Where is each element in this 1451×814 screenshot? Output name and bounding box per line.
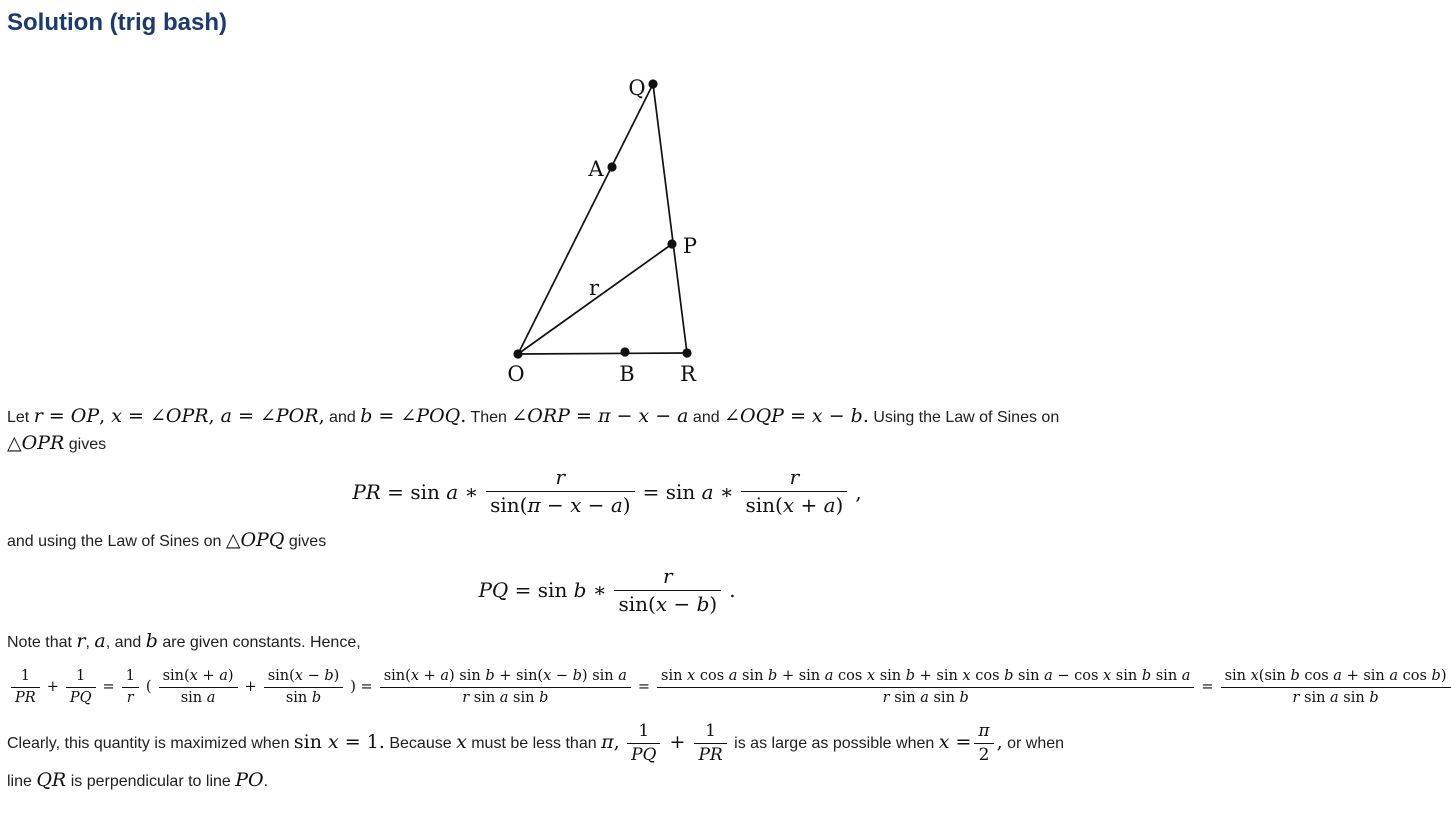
math-run: PO bbox=[235, 768, 264, 791]
point-label-A: A bbox=[588, 157, 604, 181]
paragraph-3 bbox=[0, 629, 1214, 656]
math-run: ( bbox=[145, 679, 152, 695]
text-run: Note that bbox=[7, 634, 77, 651]
math-run: = bbox=[102, 679, 115, 695]
fraction bbox=[614, 563, 721, 618]
segment-QR bbox=[653, 84, 687, 353]
math-run: = sin a ∗ bbox=[642, 479, 734, 504]
paragraph-2 bbox=[0, 528, 1214, 555]
fraction-numerator: 1 bbox=[20, 668, 30, 685]
fraction bbox=[627, 720, 660, 768]
point-B bbox=[620, 347, 629, 356]
equation-sum-of-reciprocals bbox=[0, 662, 1447, 712]
fraction-numerator: sin(x + a) sin b + sin(x − b) sin a bbox=[383, 668, 627, 685]
text-run: gives bbox=[64, 436, 107, 453]
fraction-denominator: 2 bbox=[974, 743, 993, 767]
paragraph-1-line-1 bbox=[0, 404, 1214, 431]
fraction-numerator: 1 bbox=[705, 721, 716, 741]
text-run: , bbox=[85, 634, 95, 651]
text-run: are given constants. Hence, bbox=[157, 634, 361, 651]
math-run: + bbox=[46, 679, 59, 695]
fraction-denominator: sin(x + a) bbox=[741, 491, 847, 519]
math-run: x bbox=[456, 730, 467, 753]
fraction bbox=[264, 666, 344, 707]
fraction-numerator: r bbox=[555, 465, 566, 489]
fraction-denominator: PQ bbox=[627, 743, 660, 767]
point-label-B: B bbox=[619, 362, 635, 386]
math-run: , bbox=[855, 479, 862, 504]
fraction bbox=[1221, 666, 1451, 707]
equation-law-of-sines-pq bbox=[0, 562, 1214, 618]
text-run: Let bbox=[7, 409, 34, 426]
text-run: is perpendicular to line bbox=[66, 772, 236, 790]
geometry-figure bbox=[0, 60, 1214, 390]
math-run: a bbox=[94, 630, 106, 652]
fraction-denominator: sin(x − b) bbox=[614, 590, 721, 618]
text-run: and using the Law of Sines on bbox=[7, 533, 226, 550]
fraction bbox=[741, 464, 847, 519]
fraction-denominator: sin b bbox=[264, 687, 344, 708]
fraction-numerator: sin x cos a sin b + sin a cos x sin b + sin x cos b sin a − cos x sin b sin a bbox=[661, 668, 1191, 685]
math-run: r = OP, x = ∠OPR, a = ∠POR, bbox=[33, 405, 325, 427]
text-run: Because bbox=[384, 734, 457, 752]
paragraph-1-line-2 bbox=[0, 431, 1214, 458]
fraction bbox=[66, 666, 96, 707]
math-run: △OPR bbox=[7, 432, 65, 454]
math-run: ∠ORP = π − x − a bbox=[511, 405, 689, 427]
text-run: is as large as possible when bbox=[729, 734, 939, 752]
paragraph-4-line-1 bbox=[0, 720, 1214, 768]
fraction bbox=[694, 720, 726, 768]
text-run: and bbox=[688, 409, 725, 426]
math-run: QR bbox=[36, 768, 67, 791]
math-run: x = bbox=[938, 730, 972, 753]
math-run: . bbox=[729, 578, 736, 602]
paragraph-4-line-2 bbox=[0, 768, 1214, 795]
text-run bbox=[620, 735, 624, 752]
fraction-numerator: r bbox=[789, 465, 800, 489]
math-run: b bbox=[145, 630, 158, 652]
text-run: line bbox=[7, 772, 37, 790]
text-run: gives bbox=[284, 533, 327, 550]
fraction-denominator: PR bbox=[694, 743, 726, 767]
math-run: b = ∠POQ. bbox=[360, 405, 467, 427]
segment-OR bbox=[518, 353, 687, 354]
point-label-O: O bbox=[507, 362, 525, 386]
text-run: Using the Law of Sines on bbox=[868, 409, 1060, 426]
text-run: and bbox=[324, 409, 361, 426]
text-run: must be less than bbox=[466, 734, 602, 752]
triangle-diagram bbox=[477, 60, 737, 390]
fraction-numerator: 1 bbox=[125, 668, 135, 685]
fraction-denominator: r bbox=[122, 687, 139, 708]
point-R bbox=[682, 348, 691, 357]
fraction-denominator: r sin a sin b bbox=[657, 687, 1194, 708]
text-run: , and bbox=[105, 634, 146, 651]
math-run: + bbox=[244, 679, 257, 695]
fraction bbox=[657, 666, 1194, 707]
fraction-denominator: PR bbox=[11, 687, 40, 708]
fraction-numerator: sin(x + a) bbox=[162, 668, 234, 685]
fraction-numerator: 1 bbox=[76, 668, 86, 685]
fraction-denominator: PQ bbox=[66, 687, 96, 708]
point-O bbox=[513, 349, 522, 358]
fraction-numerator: sin x(sin b cos a + sin a cos b) bbox=[1224, 668, 1447, 685]
segment-OQ bbox=[518, 84, 653, 354]
fraction bbox=[486, 464, 634, 519]
fraction bbox=[11, 666, 40, 707]
math-run: + bbox=[663, 730, 692, 753]
text-run: . bbox=[263, 772, 269, 790]
text-run: Then bbox=[466, 409, 512, 426]
math-run: △OPQ bbox=[225, 529, 285, 551]
math-run: ∠OQP = x − b. bbox=[724, 405, 869, 427]
point-A bbox=[607, 162, 616, 171]
math-run: ) = bbox=[350, 679, 373, 695]
fraction-denominator: sin a bbox=[159, 687, 238, 708]
math-run: , bbox=[996, 730, 1003, 753]
point-P bbox=[667, 239, 676, 248]
fraction bbox=[380, 666, 631, 707]
math-run: PR = sin a ∗ bbox=[352, 479, 479, 504]
math-run: r bbox=[76, 630, 86, 652]
text-run: Clearly, this quantity is maximized when bbox=[7, 734, 294, 752]
math-run: π, bbox=[601, 730, 620, 753]
point-label-r: r bbox=[588, 276, 600, 300]
text-run: or when bbox=[1002, 734, 1065, 752]
fraction-denominator: r sin a sin b bbox=[380, 687, 631, 708]
fraction-denominator: r sin a sin b bbox=[1221, 687, 1451, 708]
point-label-R: R bbox=[680, 362, 696, 386]
fraction-numerator: π bbox=[978, 721, 990, 741]
math-run: = bbox=[637, 679, 651, 695]
point-Q bbox=[648, 79, 657, 88]
math-run: PQ = sin b ∗ bbox=[478, 578, 607, 602]
point-label-P: P bbox=[682, 234, 698, 258]
fraction bbox=[159, 666, 238, 707]
fraction-numerator: 1 bbox=[638, 721, 650, 741]
equation-law-of-sines-pr bbox=[0, 464, 1214, 519]
fraction-numerator: sin(x − b) bbox=[267, 668, 340, 685]
math-run: = bbox=[1201, 679, 1214, 695]
point-label-Q: Q bbox=[628, 76, 646, 100]
fraction-denominator: sin(π − x − a) bbox=[486, 491, 634, 519]
page-title: Solution (trig bash) bbox=[7, 9, 227, 36]
fraction-numerator: r bbox=[663, 563, 673, 588]
fraction bbox=[122, 666, 139, 707]
fraction bbox=[974, 720, 993, 768]
math-run: sin x = 1. bbox=[293, 730, 385, 753]
